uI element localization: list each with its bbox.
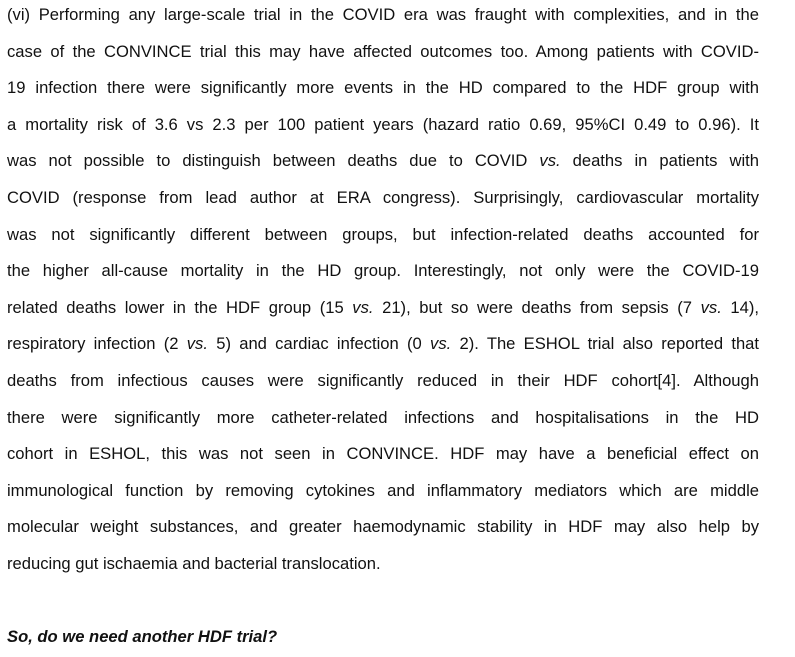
paragraph-line-12: there were significantly more catheter-related infections and hospitalisations in the HD — [7, 408, 759, 427]
paragraph-line-5: was not possible to distinguish between deaths due to COVID vs. deaths in patients with — [7, 151, 759, 170]
section-heading: So, do we need another HDF trial? — [7, 627, 278, 646]
paragraph-line-1: (vi) Performing any large-scale trial in the COVID era was fraught with complexities, and in the — [7, 5, 759, 24]
paragraph-line-3: 19 infection there were significantly more events in the HD compared to the HDF group with — [7, 78, 759, 97]
paragraph-line-2: case of the CONVINCE trial this may have affected outcomes too. Among patients with COVID- — [7, 42, 759, 61]
paragraph-line-10: respiratory infection (2 vs. 5) and cardiac infection (0 vs. 2). The ESHOL trial also reported that — [7, 334, 760, 353]
paragraph-line-9: related deaths lower in the HDF group (15 vs. 21), but so were deaths from sepsis (7 vs. 14), — [7, 298, 759, 317]
paragraph-line-7: was not significantly different between groups, but infection-related deaths accounted for — [7, 225, 759, 244]
paragraph-line-16: reducing gut ischaemia and bacterial translocation. — [7, 554, 381, 573]
paragraph-line-11: deaths from infectious causes were significantly reduced in their HDF cohort[4]. Although — [7, 371, 759, 390]
paragraph-line-14: immunological function by removing cytokines and inflammatory mediators which are middle — [7, 481, 759, 500]
paragraph-line-4: a mortality risk of 3.6 vs 2.3 per 100 patient years (hazard ratio 0.69, 95%CI 0.49 to 0.96). It — [7, 115, 759, 134]
paragraph-line-8: the higher all-cause mortality in the HD group. Interestingly, not only were the COVID-19 — [7, 261, 759, 280]
paragraph-line-15: molecular weight substances, and greater haemodynamic stability in HDF may also help by — [7, 517, 759, 536]
paragraph-line-13: cohort in ESHOL, this was not seen in CONVINCE. HDF may have a beneficial effect on — [7, 444, 759, 463]
paragraph-line-6: COVID (response from lead author at ERA congress). Surprisingly, cardiovascular mortality — [7, 188, 759, 207]
